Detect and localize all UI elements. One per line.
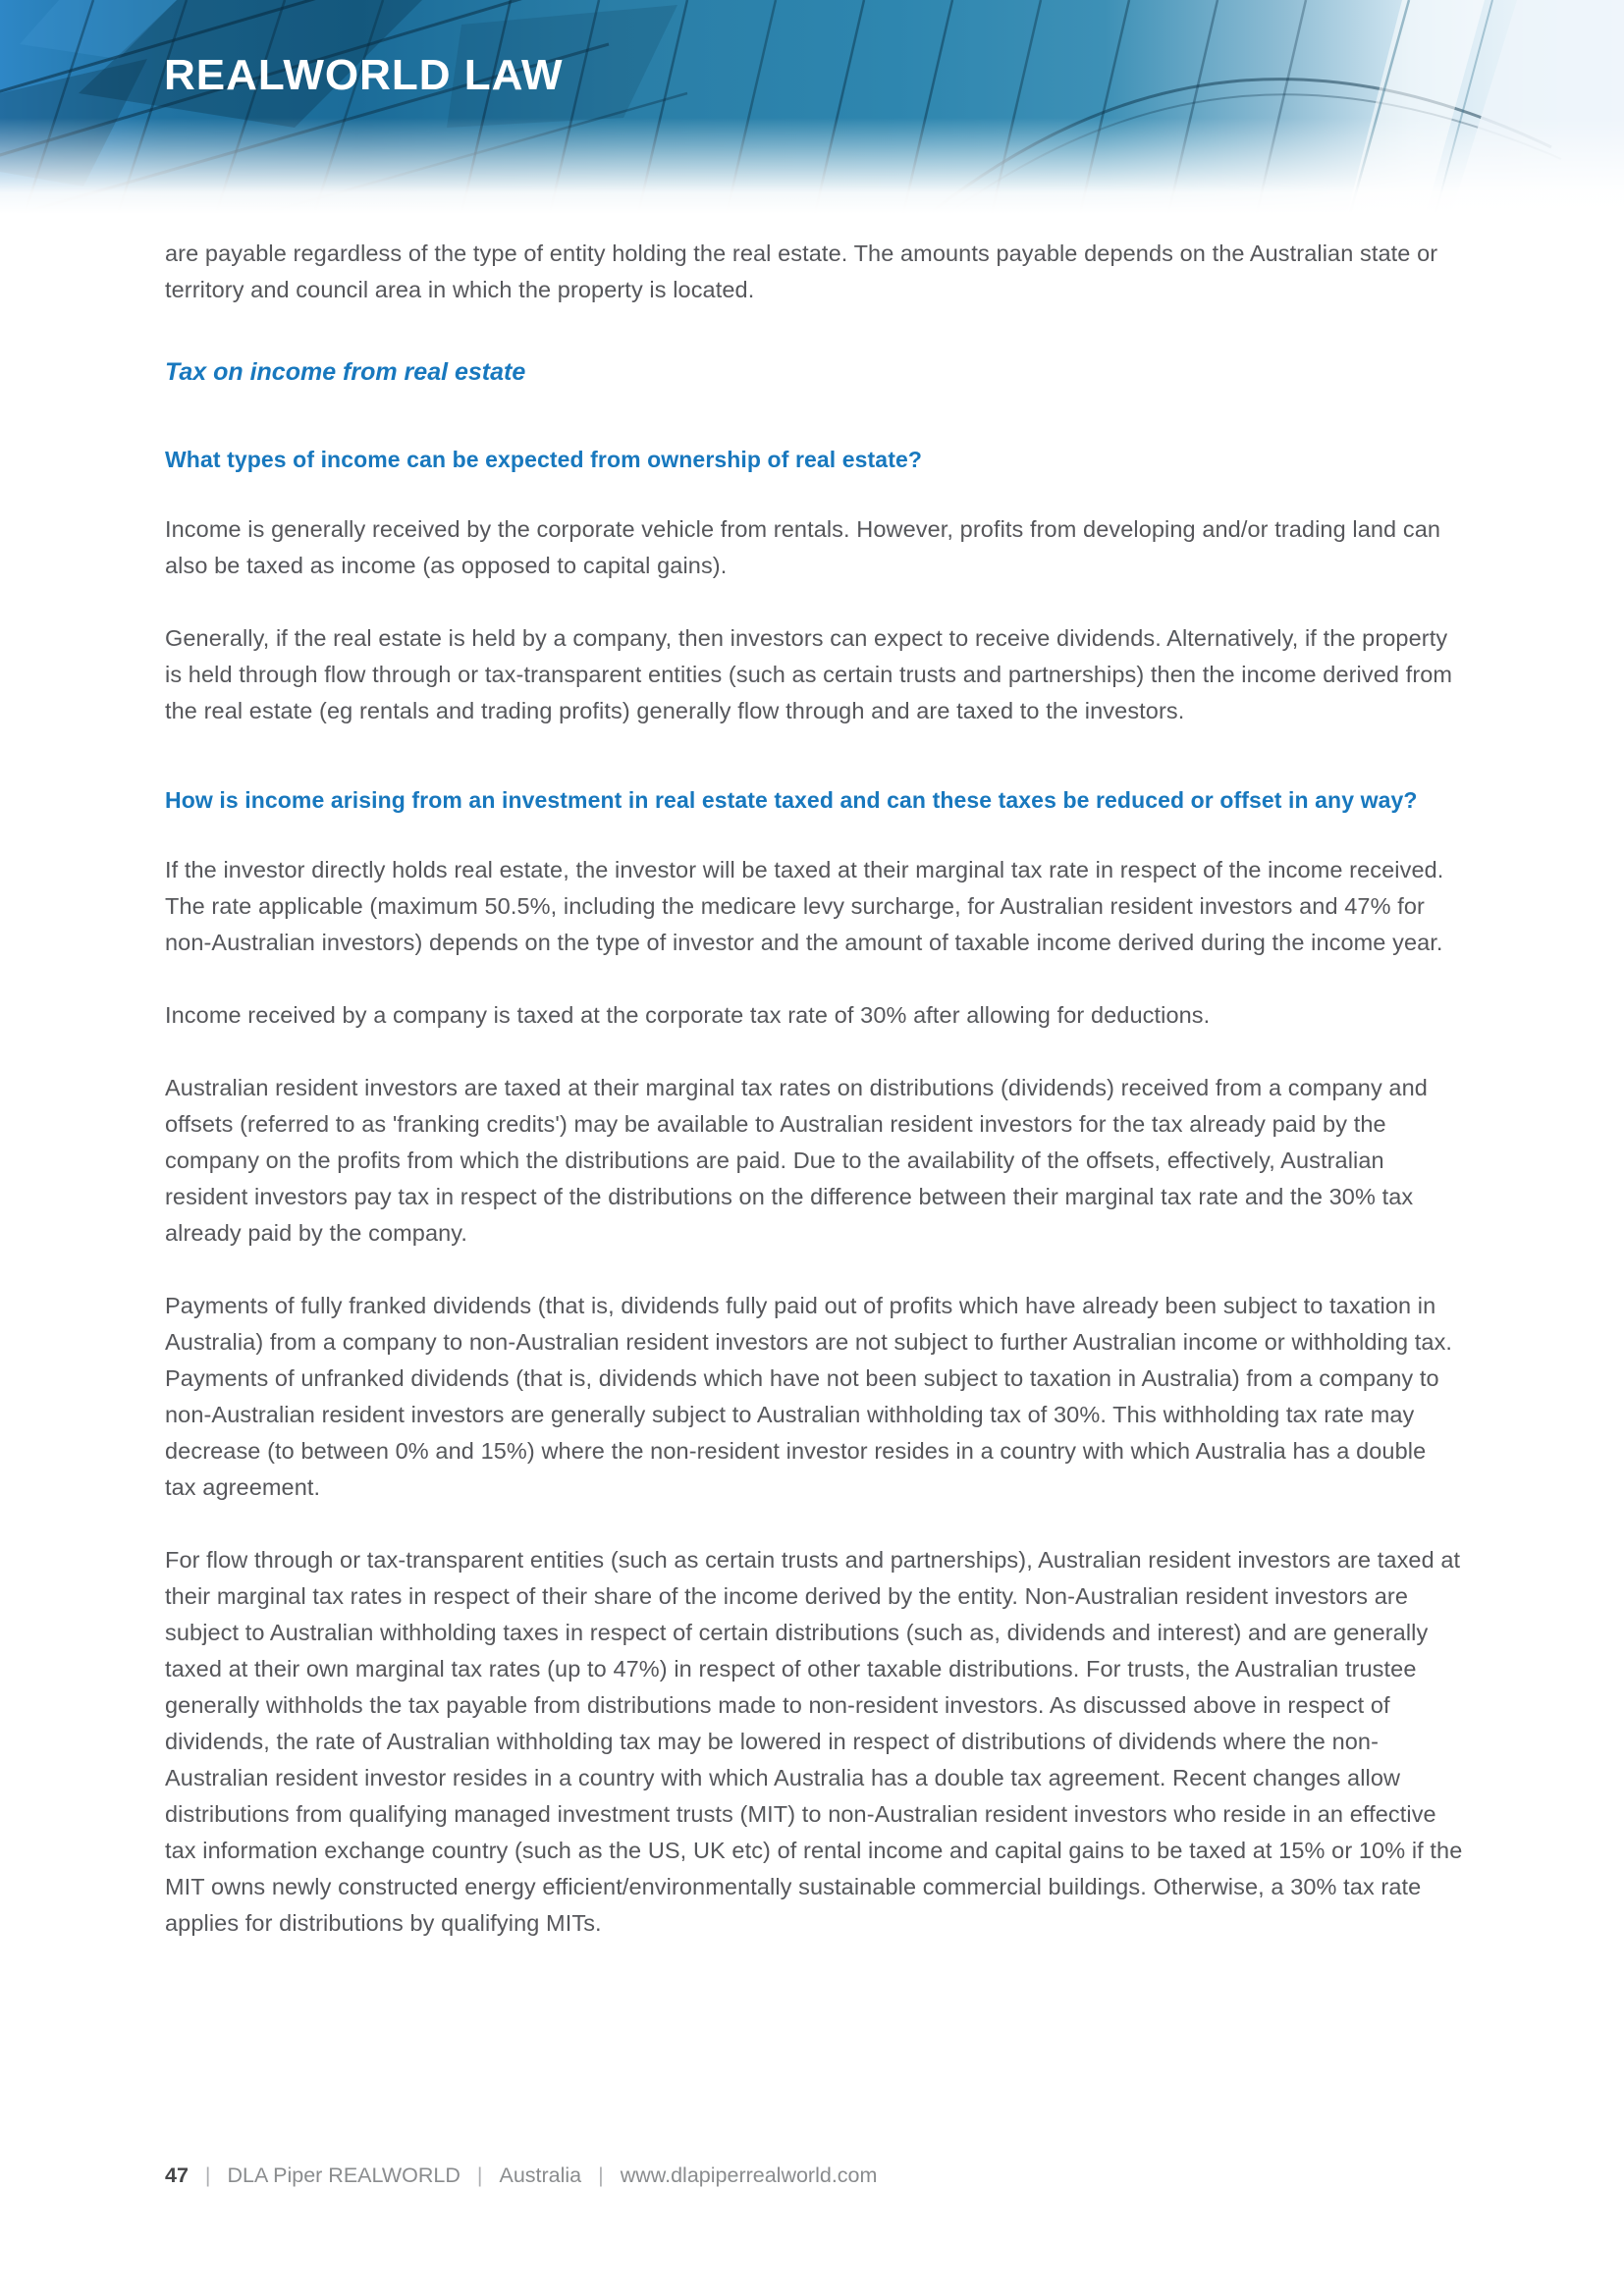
body-paragraph: Income received by a company is taxed at the corporate tax rate of 30% after allowing for deductions. [165, 1002, 1211, 1028]
body-paragraph: Australian resident investors are taxed at their marginal tax rates on distributions (dividends) received from a company and offsets (referred to as 'franking credits') may be available to Australian resident investors for the tax already paid by the company on the profits from which the distributions are paid. Due to the availability of the offsets, effectively, Australian resident investors pay tax in respect of the distributions on the difference between their marginal tax rate and the 30% tax already paid by the company. [165, 1075, 1428, 1246]
footer-url: www.dlapiperrealworld.com [620, 2163, 878, 2187]
footer-brand: DLA Piper REALWORLD [227, 2163, 460, 2187]
footer-separator: | [598, 2163, 604, 2187]
body-paragraph: Income is generally received by the corporate vehicle from rentals. However, profits from developing and/or trading land can also be taxed as income (as opposed to capital gains). [165, 516, 1441, 578]
glass-building-photo [0, 0, 1624, 214]
body-paragraph: For flow through or tax-transparent entities (such as certain trusts and partnerships), Australian resident investors are taxed at their marginal tax rates in respect of their share of the income derived by the entity. Non-Australian resident investors are subject to Australian withholding taxes in respect of certain distributions (such as, dividends and interest) and are generally taxed at their own marginal tax rates (up to 47%) in respect of other taxable distributions. For trusts, the Australian trustee generally withholds the tax payable from distributions made to non-resident investors. As discussed above in respect of dividends, the rate of Australian withholding tax may be lowered in respect of distributions of dividends where the non-Australian resident investor resides in a country with which Australia has a double tax agreement. Recent changes allow distributions from qualifying managed investment trusts (MIT) to non-Australian resident investors who reside in an effective tax information exchange country (such as the US, UK etc) of rental income and capital gains to be taxed at 15% or 10% if the MIT owns newly constructed energy efficient/environmentally sustainable commercial buildings. Otherwise, a 30% tax rate applies for distributions by qualifying MITs. [165, 1547, 1463, 1936]
body-paragraph: Generally, if the real estate is held by a company, then investors can expect to receive dividends. Alternatively, if the property is held through flow through or tax-transparent entities (such as certain trusts and partnerships) then the income derived from the real estate (eg rentals and trading profits) generally flow through and are taxed to the investors. [165, 625, 1453, 723]
body-paragraph: Payments of fully franked dividends (that is, dividends fully paid out of profits which have already been subject to taxation in Australia) from a company to non-Australian resident investors are not subject to further Australian income or withholding tax. Payments of unfranked dividends (that is, dividends which have not been subject to taxation in Australia) from a company to non-Australian resident investors are generally subject to Australian withholding tax of 30%. This withholding tax rate may decrease (to between 0% and 15%) where the non-resident investor resides in a country with which Australia has a double tax agreement. [165, 1293, 1453, 1500]
body-paragraph: If the investor directly holds real estate, the investor will be taxed at their marginal tax rate in respect of the income received. The rate applicable (maximum 50.5%, including the medicare levy surcharge, for Australian resident investors and 47% for non-Australian investors) depends on the type of investor and the amount of taxable income derived during the income year. [165, 857, 1444, 955]
document-body [165, 236, 1463, 1978]
intro-paragraph: are payable regardless of the type of entity holding the real estate. The amounts payable depends on the Australian state or territory and council area in which the property is located. [165, 240, 1438, 302]
footer-country: Australia [499, 2163, 582, 2187]
page-footer [165, 2163, 877, 2188]
question-heading-1: What types of income can be expected from ownership of real estate? [165, 447, 922, 472]
page-header [0, 0, 1624, 214]
brand-title: REALWORLD LAW [164, 51, 564, 99]
footer-separator: | [476, 2163, 483, 2187]
footer-separator: | [204, 2163, 211, 2187]
page-number: 47 [165, 2163, 189, 2187]
question-heading-2: How is income arising from an investment in real estate taxed and can these taxes be reduced or offset in any way? [165, 787, 1418, 813]
section-title: Tax on income from real estate [165, 358, 526, 386]
